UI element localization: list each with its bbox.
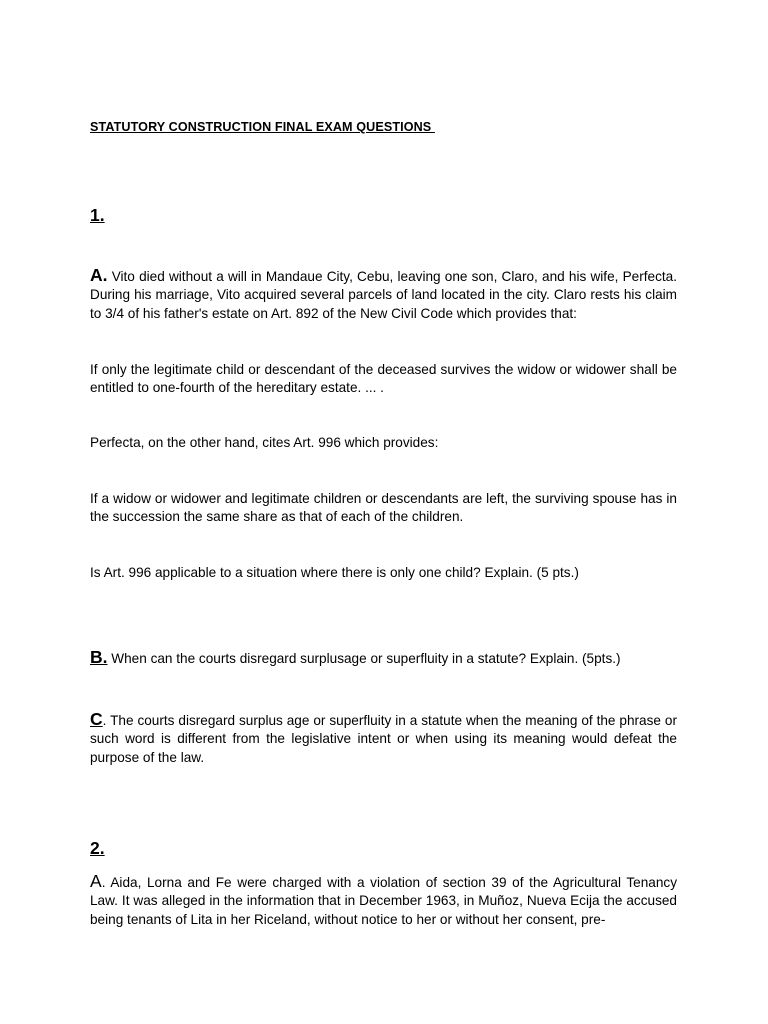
- article-996-quote: If a widow or widower and legitimate children or descendants are left, the surviving spouse has in the succession the same share as that of each of the children.: [90, 491, 677, 525]
- document-title: STATUTORY CONSTRUCTION FINAL EXAM QUESTIONS: [90, 120, 435, 134]
- question-2a-paragraph: [90, 872, 677, 929]
- question-1a-paragraph: [90, 266, 677, 323]
- question-1a-text: Vito died without a will in Mandaue City, Cebu, leaving one son, Claro, and his wife, Perfecta. During his marriage, Vito acquired several parcels of land located in the city. Claro rests his claim to 3/4 of his father's estate on Art. 892 of the New Civil Code which provides that:: [90, 269, 677, 321]
- question-2a-label: A: [90, 871, 102, 891]
- question-1b-paragraph: [90, 648, 677, 668]
- question-2-number: 2.: [90, 838, 105, 858]
- article-892-quote: If only the legitimate child or descendant of the deceased survives the widow or widower shall be entitled to one-fourth of the hereditary estate. ... .: [90, 362, 677, 396]
- question-1-number: 1.: [90, 205, 105, 225]
- question-2a-text: . Aida, Lorna and Fe were charged with a violation of section 39 of the Agricultural Tenancy Law. It was alleged in the information that in December 1963, in Muñoz, Nueva Ecija the accused being tenants of Lita in her Riceland, without notice to her or without her consent, pre-: [90, 875, 677, 927]
- question-1c-paragraph: [90, 710, 677, 767]
- question-1c-text: . The courts disregard surplus age or superfluity in a statute when the meaning of the phrase or such word is different from the legislative intent or when using its meaning would defeat the purpose of the law.: [90, 713, 677, 765]
- question-1b-label: B.: [90, 647, 108, 667]
- question-1c-label: C: [90, 709, 103, 729]
- question-1b-text: When can the courts disregard surplusage or superfluity in a statute? Explain. (5pts.): [107, 651, 621, 666]
- question-1a-ask: Is Art. 996 applicable to a situation where there is only one child? Explain. (5 pts.): [90, 565, 579, 580]
- perfecta-paragraph: Perfecta, on the other hand, cites Art. 996 which provides:: [90, 435, 439, 450]
- question-1a-label: A.: [90, 265, 108, 285]
